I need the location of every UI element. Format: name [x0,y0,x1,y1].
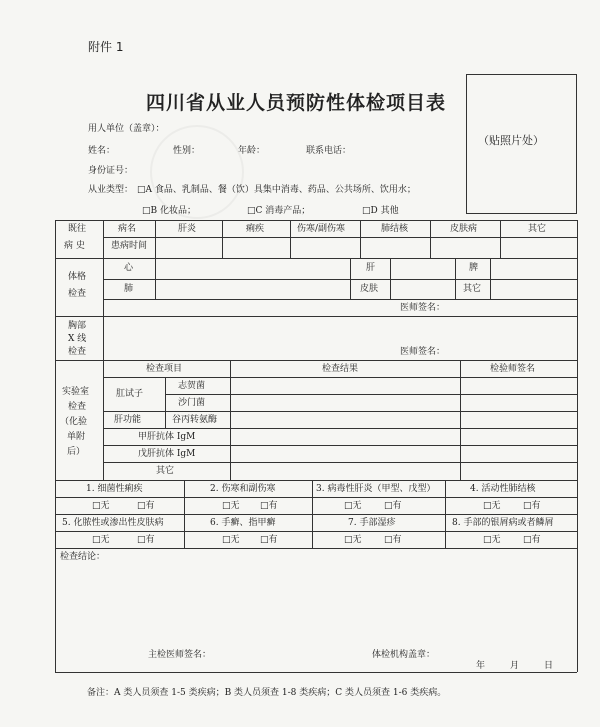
physical-heart: 心 [124,263,134,273]
physical-lung: 肺 [124,284,134,294]
disease-7-no[interactable]: □无 [344,535,362,545]
physical-skin: 皮肤 [360,284,379,294]
lab-other: 其它 [156,466,175,476]
seal-watermark [150,125,244,219]
disease-4-label: 4. 活动性肺结核 [470,484,536,494]
name-field[interactable]: 姓名： [88,146,116,156]
history-col-dysentery: 痢疾 [246,224,265,234]
phone-field[interactable]: 联系电话： [306,146,352,156]
type-b-checkbox[interactable]: □B 化妆品； [142,206,196,216]
attachment-label: 附件 1 [88,40,124,54]
lab-label-line3: （化验 [60,417,88,427]
history-col-disease: 病名 [118,224,137,234]
lab-label-line1: 实验室 [62,387,90,397]
disease-6-no[interactable]: □无 [222,535,240,545]
physical-doctor-sign[interactable]: 医师签名： [400,303,446,313]
lab-shigella: 志贺菌 [178,381,206,391]
lab-label-line4: 单附 [67,432,86,442]
disease-5-yes[interactable]: □有 [137,535,155,545]
xray-label-line2: X 线 [68,334,87,344]
physical-label-line1: 体格 [68,272,87,282]
disease-8-label: 8. 手部的银屑病或者鳞屑 [452,518,554,528]
age-field[interactable]: 年龄： [238,146,266,156]
lab-col-result: 检查结果 [322,364,359,374]
photo-label: （贴照片处） [478,134,544,147]
lab-col-sign: 检验师签名 [490,364,536,374]
disease-5-no[interactable]: □无 [92,535,110,545]
type-a-checkbox[interactable]: □A 食品、乳制品、餐（饮）具集中消毒、药品、公共场所、饮用水； [137,185,416,195]
history-col-other: 其它 [528,224,547,234]
disease-1-yes[interactable]: □有 [137,501,155,511]
lab-hav-igm: 甲肝抗体 IgM [138,432,196,442]
xray-label-line3: 检查 [68,347,87,357]
disease-2-label: 2. 伤寒和副伤寒 [210,484,276,494]
lab-liver-function: 肝功能 [114,415,142,425]
institution-seal[interactable]: 体检机构盖章： [372,650,436,660]
disease-4-no[interactable]: □无 [483,501,501,511]
history-label-line2: 病 史 [64,241,85,251]
lab-label-line5: 后） [67,447,86,457]
disease-6-yes[interactable]: □有 [260,535,278,545]
physical-label-line2: 检查 [68,289,87,299]
disease-3-yes[interactable]: □有 [384,501,402,511]
physical-liver: 肝 [366,263,376,273]
type-c-checkbox[interactable]: □C 消毒产品； [247,206,311,216]
lab-col-item: 检查项目 [146,364,183,374]
id-number-field[interactable]: 身份证号： [88,166,134,176]
footnote: 备注：A 类人员须查 1-5 类疾病；B 类人员须查 1-8 类疾病；C 类人员须查 1-6 类疾病。 [87,688,447,698]
disease-8-yes[interactable]: □有 [523,535,541,545]
lab-label-line2: 检查 [68,402,87,412]
disease-7-label: 7. 手部湿疹 [348,518,396,528]
xray-label-line1: 胸部 [68,321,87,331]
history-onset-time: 患病时间 [111,241,148,251]
disease-1-label: 1. 细菌性痢疾 [86,484,143,494]
history-col-typhoid: 伤寒/副伤寒 [297,224,346,234]
disease-2-yes[interactable]: □有 [260,501,278,511]
disease-2-no[interactable]: □无 [222,501,240,511]
type-d-checkbox[interactable]: □D 其他 [362,206,399,216]
physical-other: 其它 [463,284,482,294]
employer-field[interactable]: 用人单位（盖章）： [88,124,165,134]
disease-3-label: 3. 病毒性肝炎（甲型、戊型） [316,484,436,494]
disease-6-label: 6. 手癣、指甲癣 [210,518,276,528]
disease-7-yes[interactable]: □有 [384,535,402,545]
history-col-hepatitis: 肝炎 [178,224,197,234]
date-year: 年 [476,661,486,671]
industry-type-label: 从业类型： [88,185,134,195]
lab-hev-igm: 戊肝抗体 IgM [138,449,196,459]
disease-8-no[interactable]: □无 [483,535,501,545]
history-label-line1: 既往 [68,224,87,234]
disease-5-label: 5. 化脓性或渗出性皮肤病 [62,518,164,528]
conclusion-label: 检查结论： [60,552,106,562]
history-col-tb: 肺结核 [381,224,409,234]
lab-salmonella: 沙门菌 [178,398,206,408]
history-col-skin: 皮肤病 [450,224,478,234]
lab-alt: 谷丙转氨酶 [172,415,218,425]
disease-4-yes[interactable]: □有 [523,501,541,511]
lab-anal-swab: 肛试子 [116,389,144,399]
xray-doctor-sign[interactable]: 医师签名： [400,347,446,357]
page-title: 四川省从业人员预防性体检项目表 [146,92,447,114]
date-day: 日 [544,661,554,671]
disease-1-no[interactable]: □无 [92,501,110,511]
disease-3-no[interactable]: □无 [344,501,362,511]
gender-field[interactable]: 性别： [173,146,201,156]
date-month: 月 [510,661,520,671]
chief-doctor-sign[interactable]: 主检医师签名： [148,650,212,660]
physical-spleen: 脾 [469,263,479,273]
